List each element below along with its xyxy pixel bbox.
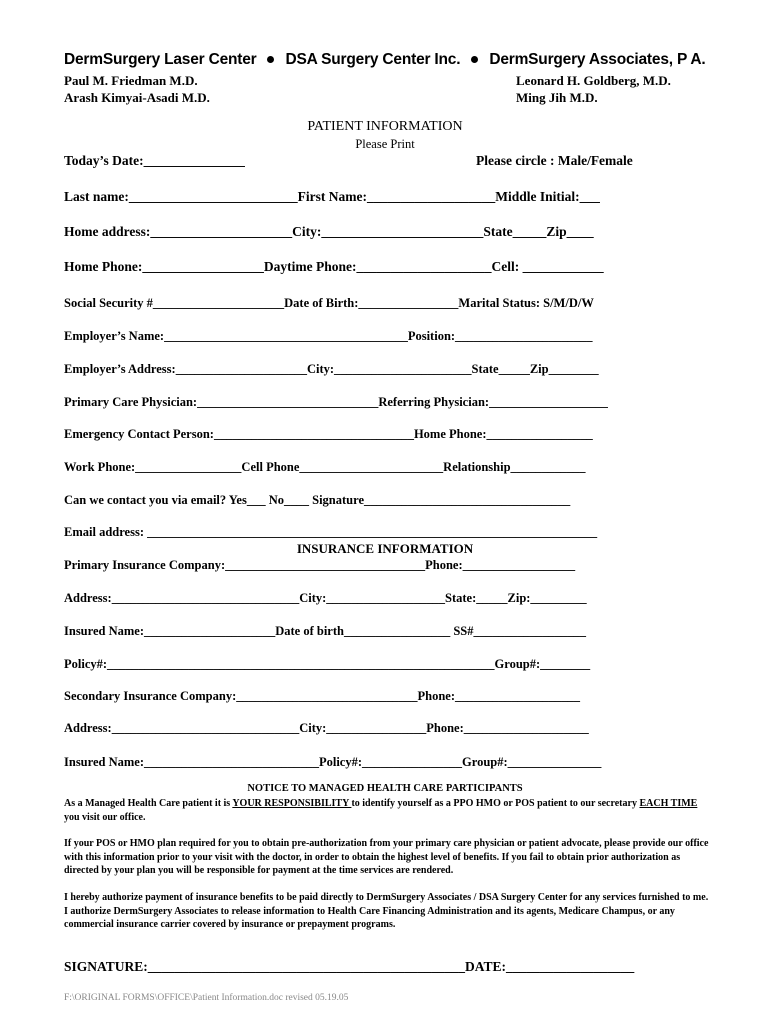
email-address-field[interactable]: Email address: ________________________________________________________________________ (64, 525, 598, 539)
employer-address-fields[interactable]: Employer’s Address:_____________________City:______________________State_____Zip________ (64, 362, 599, 376)
emergency-contact-fields[interactable]: Emergency Contact Person:________________________________Home Phone:_________________ (64, 427, 593, 441)
insurance-info-title: INSURANCE INFORMATION (296, 541, 474, 556)
notice-text: to identify yourself as a PPO HMO or POS patient to our secretary (351, 798, 640, 809)
primary-insurance-address-fields[interactable]: Address:______________________________City:___________________State:_____Zip:_________ (64, 591, 587, 605)
doctor-right-2: Ming Jih M.D. (516, 90, 598, 105)
work-phone-fields[interactable]: Work Phone:_________________Cell Phone_______________________Relationship____________ (64, 460, 586, 474)
email-consent-fields[interactable]: Can we contact you via email? Yes___ No____ Signature_________________________________ (64, 493, 571, 507)
center-name-3: DermSurgery Associates, P A. (489, 51, 706, 68)
home-address-fields[interactable]: Home address:_____________________City:________________________State_____Zip____ (64, 224, 594, 239)
primary-insured-fields[interactable]: Insured Name:_____________________Date of birth_________________ SS#__________________ (64, 624, 586, 638)
policy-group-fields[interactable]: Policy#:______________________________________________________________Group#:________ (64, 657, 591, 671)
notice-text: As a Managed Health Care patient it is (64, 798, 233, 809)
notice-text: you visit our office. (64, 811, 146, 823)
center-name-2: DSA Surgery Center Inc. (285, 51, 461, 68)
footer-file-path: F:\ORIGINAL FORMS\OFFICE\Patient Information.doc revised 05.19.05 (64, 993, 349, 1003)
signature-date-fields[interactable]: SIGNATURE:_______________________________________________DATE:___________________ (64, 959, 635, 974)
bullet-icon (267, 56, 274, 63)
name-fields[interactable]: Last name:_________________________First Name:___________________Middle Initial:___ (64, 189, 600, 204)
please-print-note: Please Print (355, 137, 415, 151)
secondary-insurance-fields[interactable]: Secondary Insurance Company:_____________________________Phone:____________________ (64, 689, 580, 703)
authorization-paragraph: I hereby authorize payment of insurance benefits to be paid directly to DermSurgery Associates / DSA Surgery Center for any services furnished to me. I authorize DermSurgery Associates to release information to Health Care Financing Administration and its agents, Medicare Champus, or any commercial insurance carrier covered by insurance or prepayment programs. (64, 892, 709, 930)
secondary-insurance-address-fields[interactable]: Address:______________________________City:________________Phone:____________________ (64, 721, 589, 735)
practice-header (64, 51, 705, 69)
physician-fields[interactable]: Primary Care Physician:_____________________________Referring Physician:___________________ (64, 395, 608, 409)
notice-title: NOTICE TO MANAGED HEALTH CARE PARTICIPANTS (247, 783, 523, 794)
notice-paragraph-2: If your POS or HMO plan required for you to obtain pre-authorization from your primary care physician or patient advocate, please provide our office with this information prior to your visit with the doctor, in order to obtain the highest level of benefits. If you fail to obtain prior authorization as directed by your plan you will be responsible for payment at the time services are rendered. (64, 838, 709, 876)
doctor-left-2: Arash Kimyai-Asadi M.D. (64, 90, 210, 105)
notice-emphasis: EACH TIME (639, 798, 698, 809)
bullet-icon (471, 56, 478, 63)
todays-date-field[interactable]: Today’s Date:_______________ (64, 153, 245, 168)
center-name-1: DermSurgery Laser Center (64, 51, 257, 68)
doctor-right-1: Leonard H. Goldberg, M.D. (516, 73, 671, 88)
doctor-left-1: Paul M. Friedman M.D. (64, 73, 198, 88)
notice-emphasis: YOUR RESPONSIBILITY (232, 798, 352, 809)
primary-insurance-fields[interactable]: Primary Insurance Company:________________________________Phone:__________________ (64, 558, 576, 572)
notice-paragraph-1 (64, 797, 714, 824)
employer-name-fields[interactable]: Employer’s Name:_______________________________________Position:______________________ (64, 329, 593, 343)
gender-field[interactable]: Please circle : Male/Female (476, 153, 633, 168)
secondary-insured-fields[interactable]: Insured Name:____________________________Policy#:________________Group#:_______________ (64, 755, 602, 769)
ssn-dob-marital-fields[interactable]: Social Security #_____________________Date of Birth:________________Marital Status: S/M/D/W (64, 296, 594, 310)
patient-info-title: PATIENT INFORMATION (307, 119, 463, 134)
phone-fields[interactable]: Home Phone:__________________Daytime Phone:____________________Cell: ____________ (64, 259, 604, 274)
